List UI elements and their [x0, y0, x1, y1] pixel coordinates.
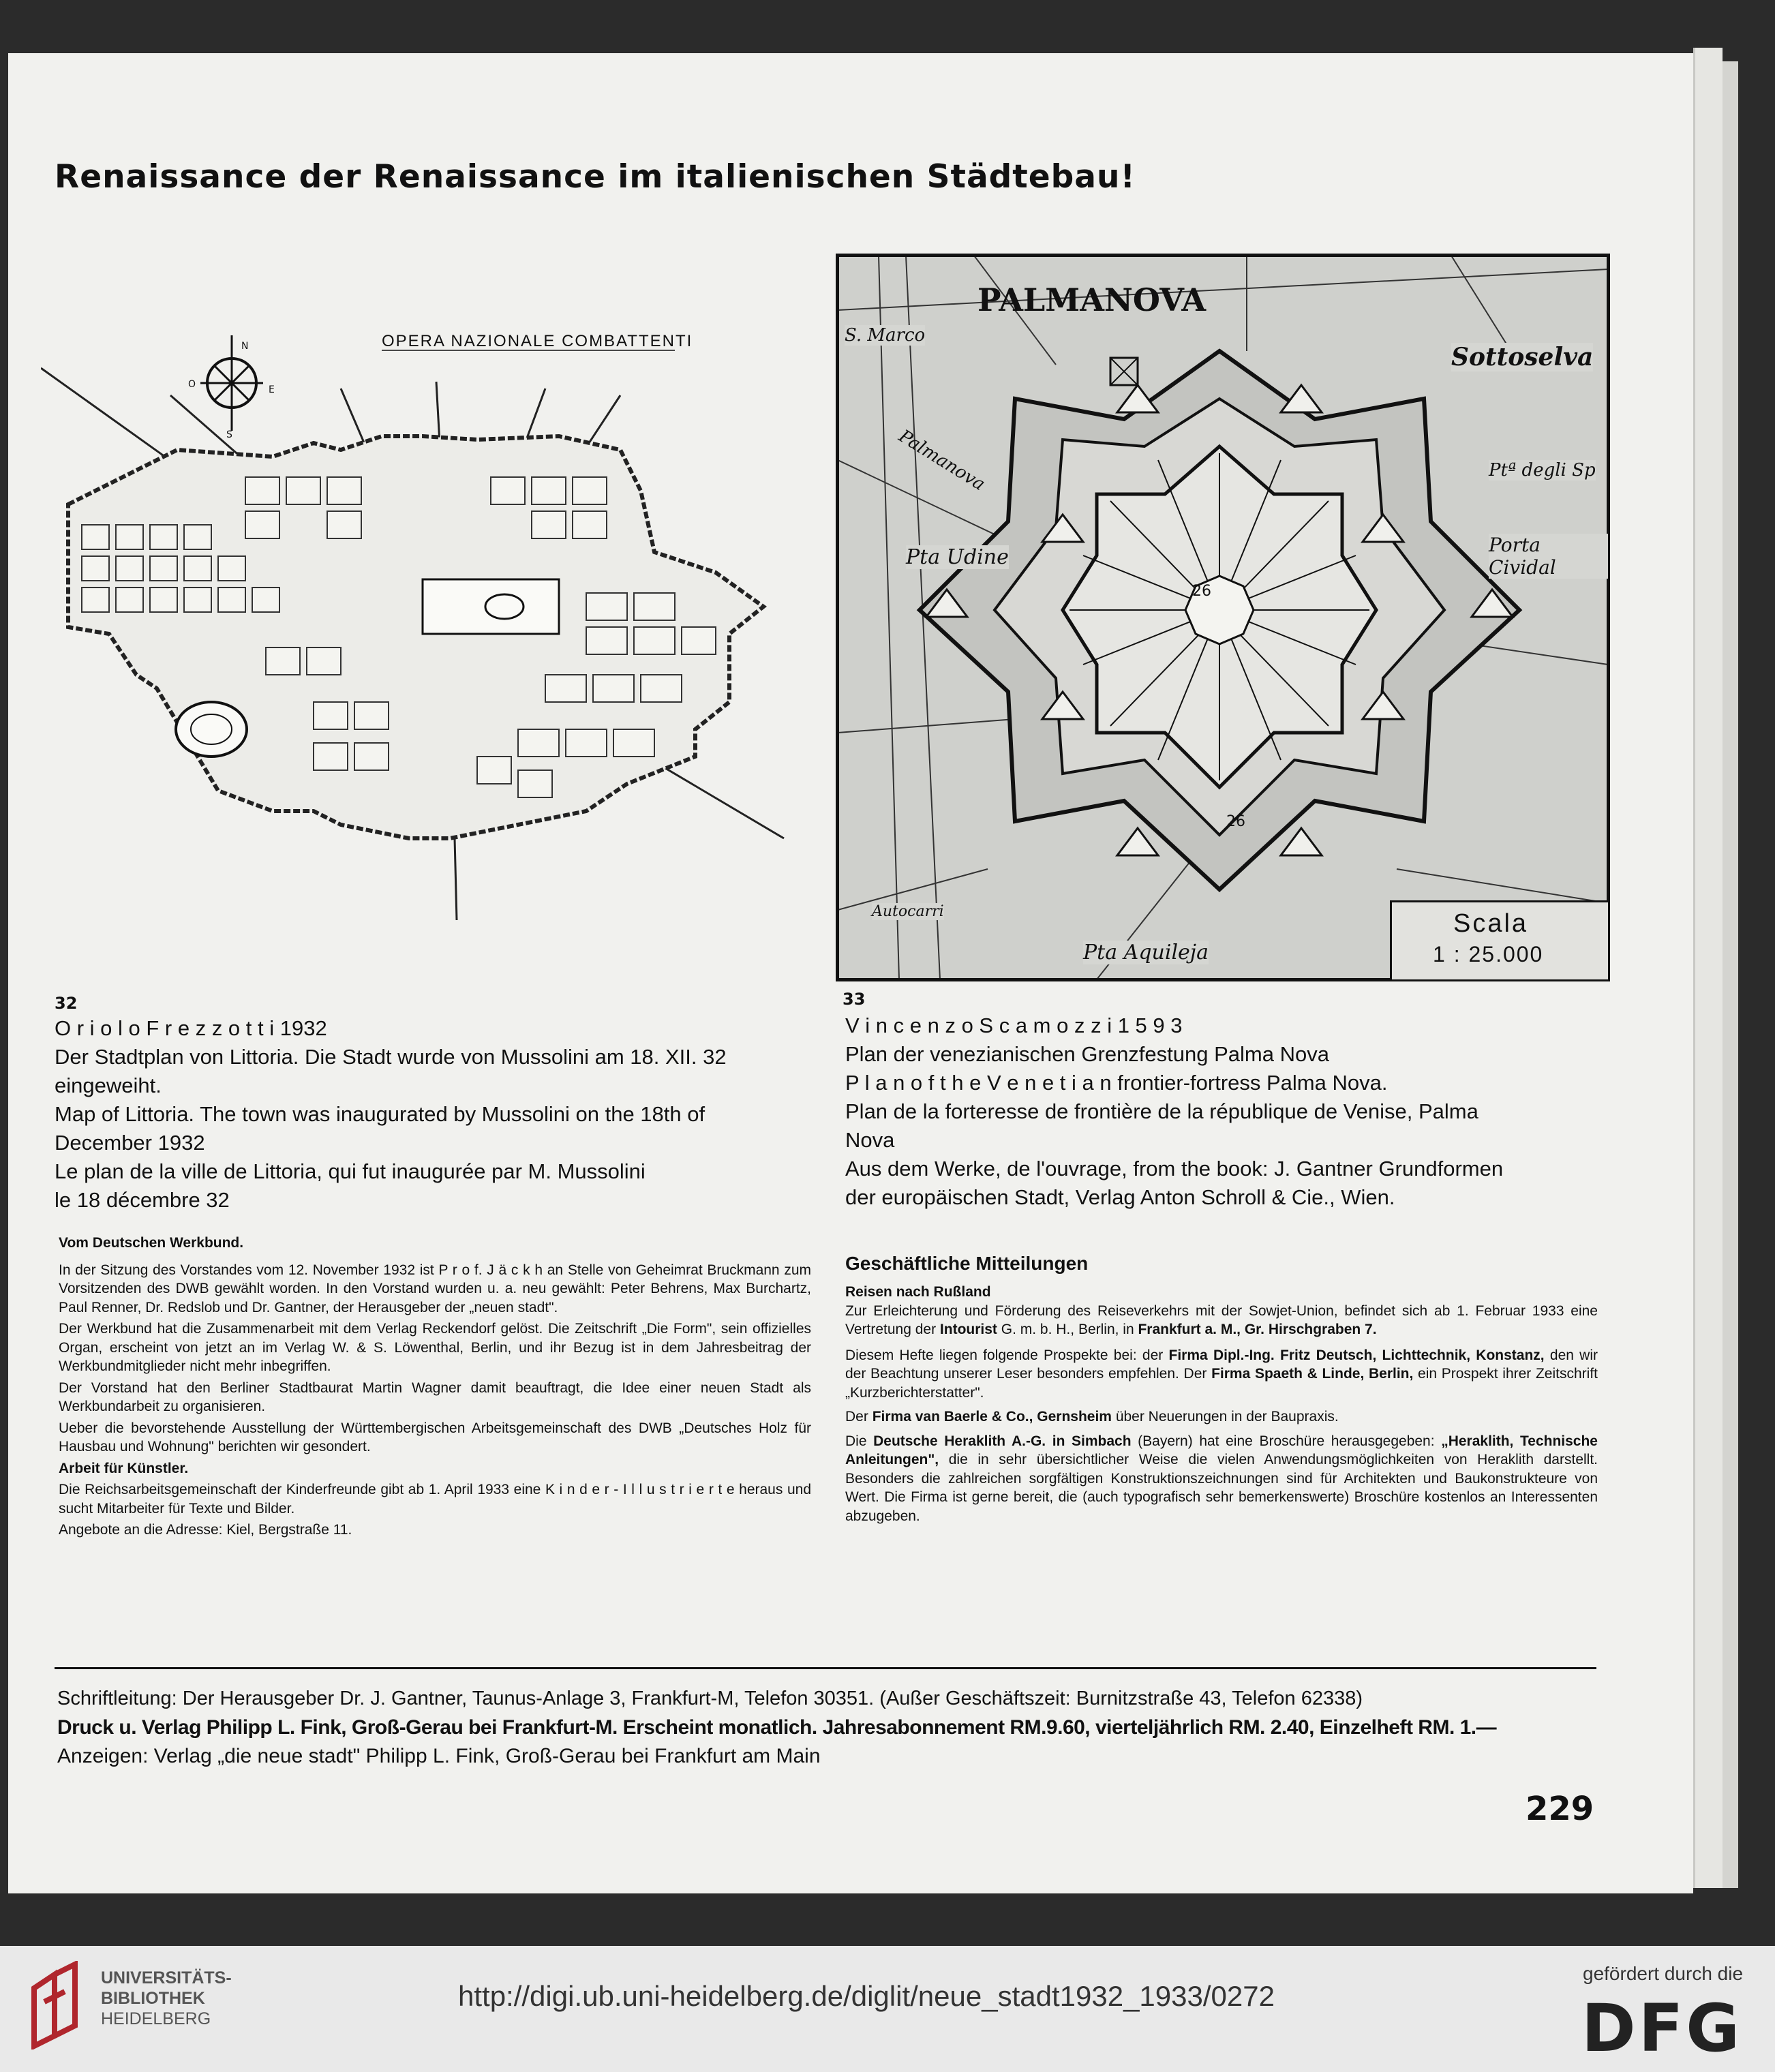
paragraph: Der Vorstand hat den Berliner Stadtbaurat Martin Wagner damit beauftragt, die Idee einer neuen Stadt als Werkbundarbeit zu organisieren.: [59, 1380, 811, 1414]
svg-text:S: S: [226, 429, 232, 440]
caption-line: December 1932: [55, 1131, 205, 1155]
library-logo-icon: [20, 1961, 89, 2050]
figure-number: 33: [843, 990, 866, 1009]
section-title: Geschäftliche Mitteilungen: [845, 1253, 1089, 1274]
section-heading: Arbeit für Künstler.: [59, 1460, 189, 1476]
page-headline: Renaissance der Renaissance im italienischen Städtebau!: [55, 158, 1136, 196]
caption-author: O r i o l o F r e z z o t t i 1932: [55, 1016, 327, 1040]
place-label: Ptª degli Sp: [1489, 460, 1596, 481]
scale-box: [1390, 900, 1610, 981]
figure-number: 32: [55, 994, 78, 1013]
paragraph: In der Sitzung des Vorstandes vom 12. November 1932 ist P r o f. J ä c k h an Stelle von Geheimrat Bruckmann zum Vorsitzenden des DWB gewählt worden. In den Vorstand wurden u. a. neu gewählt: Peter Behrens, Max Burchartz, Paul Renner, Dr. Redslob und Dr. Gantner, der Herausgeber der „neuen stadt".: [59, 1262, 811, 1315]
littoria-map: [41, 320, 818, 934]
dfg-logo: DFG: [1581, 1990, 1743, 2067]
map-label: OPERA NAZIONALE COMBATTENTI: [382, 332, 693, 350]
caption-line: Le plan de la ville de Littoria, qui fut inaugurée par M. Mussolini: [55, 1159, 646, 1183]
paragraph: Zur Erleichterung und Förderung des Reiseverkehrs mit der Sowjet-Union, befindet sich ab 1. Februar 1933 eine Vertretung der Intourist G. m. b. H., Berlin, in Frankfurt a. M., Gr. Hirschgraben 7.: [845, 1302, 1598, 1337]
imprint-line: Schriftleitung: Der Herausgeber Dr. J. Gantner, Taunus-Anlage 3, Frankfurt-M, Telefon 30351. (Außer Geschäftszeit: Burnitzstraße 43, Telefon 62338): [57, 1688, 1363, 1709]
compass-icon: [188, 335, 275, 440]
place-label: Sottoselva: [1451, 343, 1594, 371]
map-title: PALMANOVA: [977, 281, 1207, 318]
section-heading: Reisen nach Rußland: [845, 1284, 991, 1300]
section-heading: Vom Deutschen Werkbund.: [59, 1235, 244, 1251]
place-label: Porta Cividal: [1489, 534, 1608, 579]
place-label: Autocarri: [872, 903, 944, 920]
page-edge: [1693, 48, 1723, 1888]
permalink-url[interactable]: http://digi.ub.uni-heidelberg.de/diglit/neue_stadt1932_1933/0272: [458, 1980, 1275, 2012]
place-label: Pta Aquileja: [1083, 941, 1209, 964]
caption-line: eingeweiht.: [55, 1073, 162, 1097]
caption-line: P l a n o f t h e V e n e t i a n frontier-fortress Palma Nova.: [845, 1071, 1388, 1095]
library-name: UNIVERSITÄTS-: [101, 1968, 232, 1987]
paragraph: Ueber die bevorstehende Ausstellung der Württembergischen Arbeitsgemeinschaft des DWB „Deutsches Holz für Hausbau und Wohnung" berichten wir gesondert.: [59, 1420, 811, 1454]
funding-note: gefördert durch die: [1583, 1963, 1744, 1984]
palmanova-map: [836, 254, 1610, 981]
scale-value: 1 : 25.000: [1433, 942, 1544, 966]
paragraph: Diesem Hefte liegen folgende Prospekte bei: der Firma Dipl.-Ing. Fritz Deutsch, Lichttechnik, Konstanz, den wir der Beachtung unserer Leser besonders empfehlen. Der Firma Spaeth & Linde, Berlin, ein Prospekt ihrer Zeitschrift „Kurzberichterstatter".: [845, 1347, 1598, 1401]
paragraph: Angebote an die Adresse: Kiel, Bergstraße 11.: [59, 1522, 352, 1538]
library-name: BIBLIOTHEK: [101, 1989, 205, 2008]
scale-label: Scala: [1453, 909, 1529, 938]
caption-line: Plan de la forteresse de frontière de la république de Venise, Palma: [845, 1099, 1478, 1123]
caption-line: Map of Littoria. The town was inaugurated by Mussolini on the 18th of: [55, 1102, 706, 1126]
caption-line: Plan der venezianischen Grenzfestung Palma Nova: [845, 1042, 1329, 1066]
svg-text:N: N: [241, 341, 249, 352]
caption-line: Der Stadtplan von Littoria. Die Stadt wurde von Mussolini am 18. XII. 32: [55, 1045, 727, 1069]
page-number: 229: [1526, 1790, 1594, 1828]
divider: [55, 1667, 1596, 1669]
caption-line: le 18 décembre 32: [55, 1188, 230, 1212]
place-label: Pta Udine: [906, 545, 1009, 569]
figure-caption-left: [55, 1014, 813, 1215]
place-label: Palmanova: [895, 426, 989, 496]
paragraph: Der Werkbund hat die Zusammenarbeit mit dem Verlag Reckendorf gelöst. Die Zeitschrift „Die Form", sein offizielles Organ, erscheint von jetzt an im Verlag W. & S. Löwenthal, Berlin, und ihr Bezug ist in dem Jahresbeitrag der Werkbundmitglieder nicht mehr inbegriffen.: [59, 1321, 811, 1374]
map-number: 26: [1192, 583, 1211, 600]
imprint-line: Anzeigen: Verlag „die neue stadt" Philipp L. Fink, Groß-Gerau bei Frankfurt am Main: [57, 1745, 821, 1767]
library-name: HEIDELBERG: [101, 2009, 211, 2028]
caption-author: V i n c e n z o S c a m o z z i 1 5 9 3: [845, 1014, 1183, 1037]
svg-text:E: E: [269, 384, 275, 395]
page-edge: [1720, 61, 1738, 1888]
werkbund-notice: [59, 1234, 811, 1542]
paragraph: Die Reichsarbeitsgemeinschaft der Kinderfreunde gibt ab 1. April 1933 eine K i n d e r - I l l u s t r i e r t e heraus und sucht Mitarbeiter für Texte und Bilder.: [59, 1482, 811, 1517]
caption-line: Aus dem Werke, de l'ouvrage, from the book: J. Gantner Grundformen: [845, 1157, 1504, 1180]
caption-line: Nova: [845, 1128, 895, 1152]
imprint-line: Druck u. Verlag Philipp L. Fink, Groß-Gerau bei Frankfurt-M. Erscheint monatlich. Jahresabonnement RM.9.60, vierteljährlich RM. 2.40, Einzelheft RM. 1.—: [57, 1716, 1497, 1739]
business-notices: [845, 1283, 1598, 1528]
place-label: S. Marco: [845, 325, 926, 346]
paragraph: Die Deutsche Heraklith A.-G. in Simbach (Bayern) hat eine Broschüre herausgegeben: „Heraklith, Technische Anleitungen", die in sehr übersichtlicher Weise die vielen Anwendungsmöglichkeiten von Heraklith darstellt. Besonders die zahlreichen sorgfältigen Konstruktionszeichnungen sind für Architekten und Baukonstrukteure von Wert. Die Firma ist gerne bereit, die (auch typografisch sehr bemerkenswerte) Broschüre kostenlos an Interessenten abzugeben.: [845, 1433, 1598, 1524]
caption-line: der europäischen Stadt, Verlag Anton Schroll & Cie., Wien.: [845, 1185, 1395, 1209]
map-number: 26: [1226, 813, 1245, 830]
svg-text:O: O: [188, 379, 196, 390]
figure-caption-right: [845, 1011, 1599, 1212]
paragraph: Der Firma van Baerle & Co., Gernsheim über Neuerungen in der Baupraxis.: [845, 1409, 1339, 1424]
